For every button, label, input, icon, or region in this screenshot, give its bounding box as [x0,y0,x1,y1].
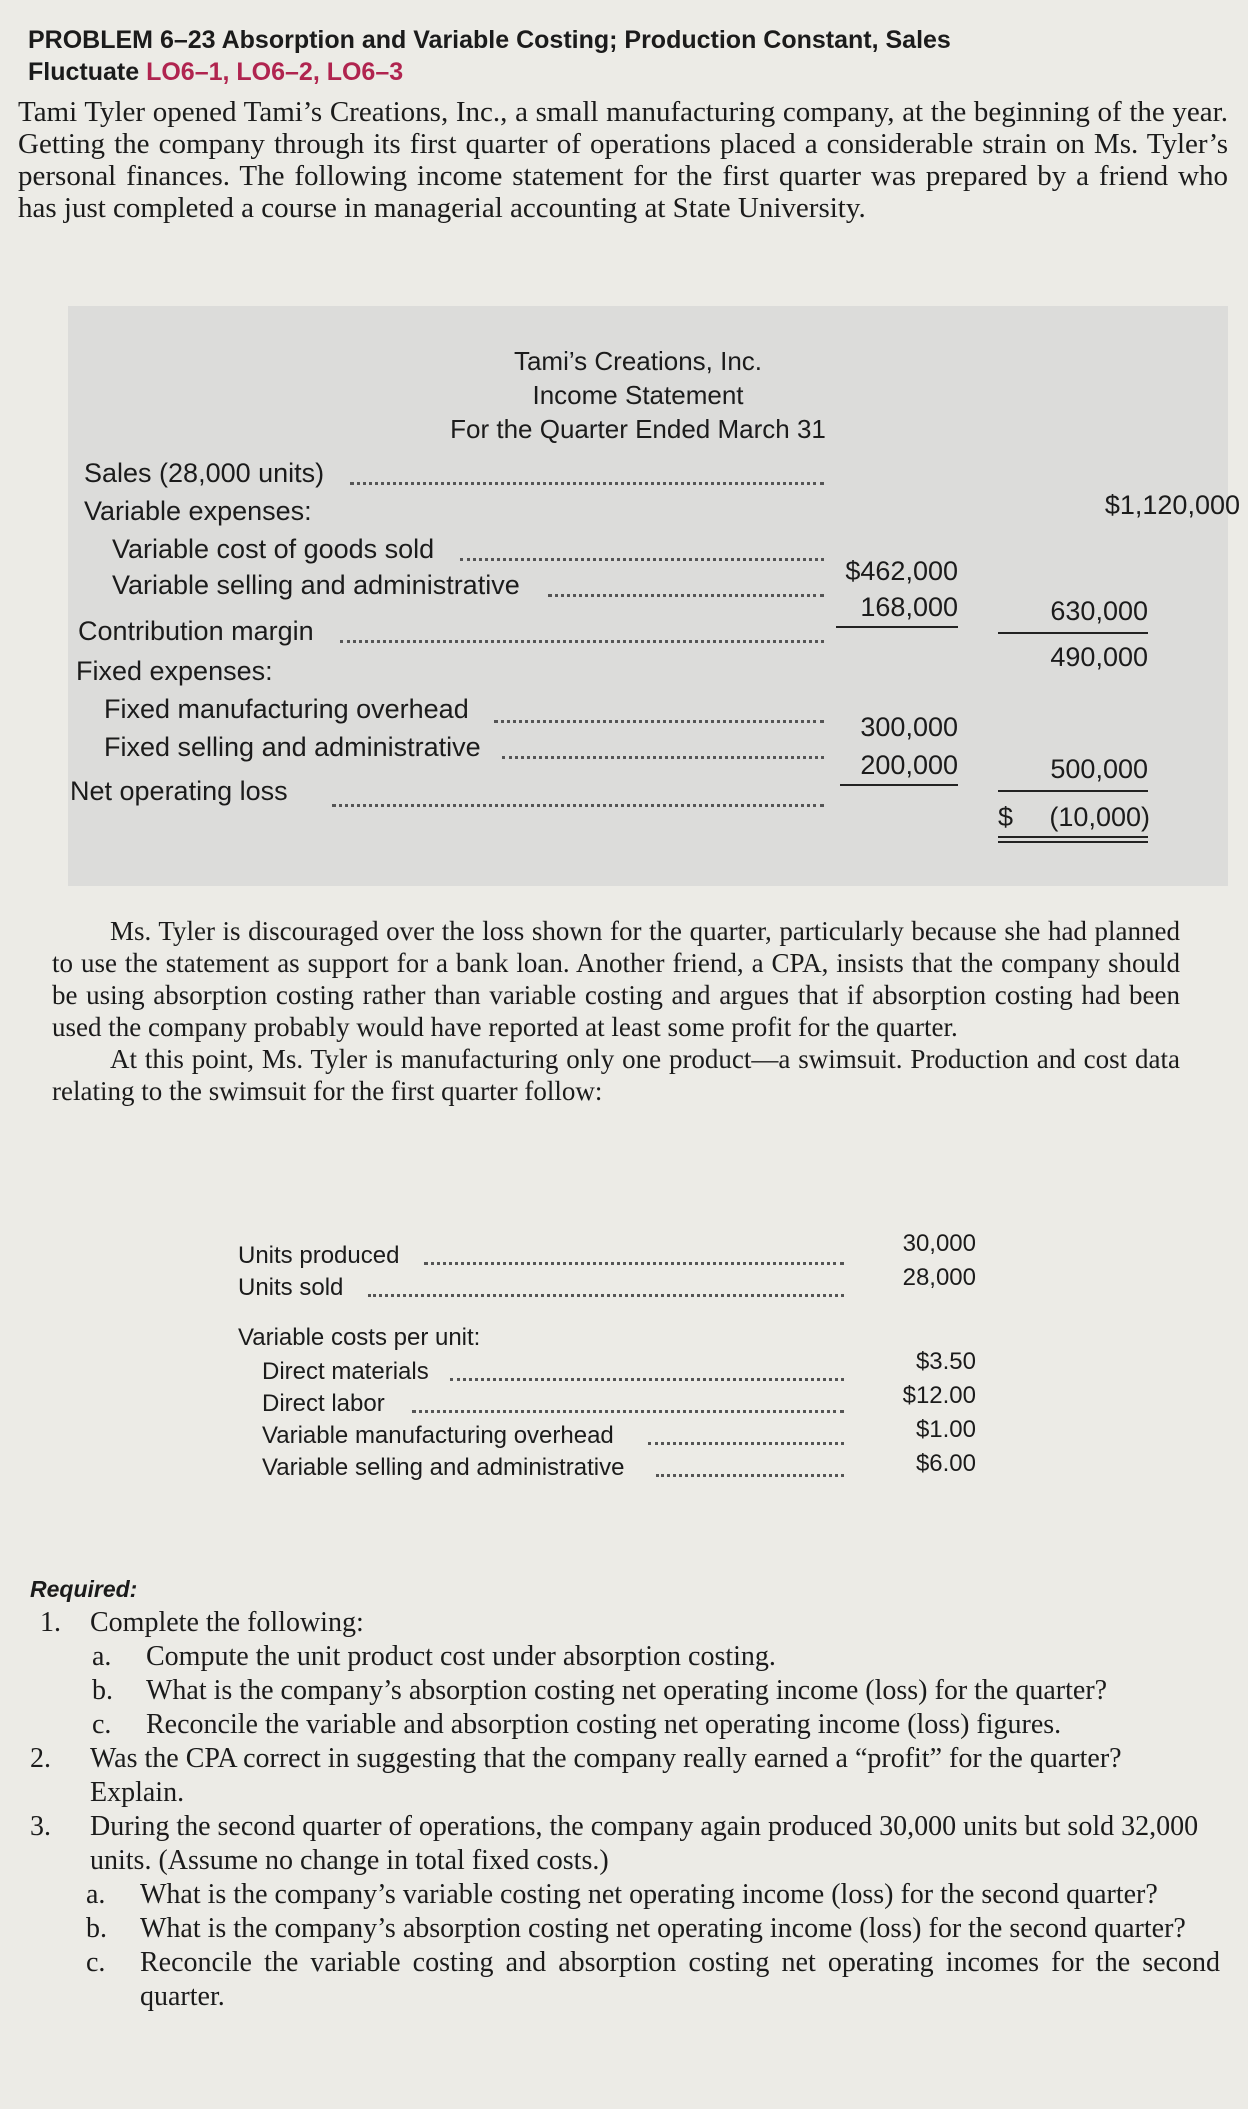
question-letter: c. [86,1947,106,1978]
leader-dots [350,482,824,485]
required-heading: Required: [30,1576,138,1602]
fsa-value: 200,000 [860,750,958,780]
question-1c [30,1708,1220,1742]
narrative [52,915,1180,1107]
subtotal-underline [836,626,958,628]
question-letter: a. [92,1641,112,1672]
variable-costs-label: Variable costs per unit: [238,1324,481,1351]
contribution-margin-label: Contribution margin [78,616,314,646]
problem-number: PROBLEM 6–23 [28,26,216,54]
income-statement [68,306,1240,886]
total-double-underline [998,841,1148,843]
leader-dots [548,594,824,597]
problem-title [28,24,1228,56]
units-produced-value: 30,000 [902,1230,976,1257]
leader-dots [450,1378,844,1381]
question-text: What is the company’s absorption costing net operating income (loss) for the quarter? [146,1675,1108,1706]
narrative-paragraph-1: Ms. Tyler is discouraged over the loss shown for the quarter, particularly because she had planned to use the statement as support for a bank loan. Another friend, a CPA, insists that the company should be using absorption costing rather than variable costing and argues that if absorption costing had been used the company probably would have reported at least some profit for the quarter. [52,916,1180,1042]
leader-dots [502,756,824,759]
production-cost-data [236,1230,996,1490]
contribution-margin-value: 490,000 [1050,642,1148,672]
vcogs-value: $462,000 [845,556,958,586]
direct-materials-value: $3.50 [915,1348,976,1375]
direct-materials-label: Direct materials [262,1358,429,1385]
question-text: Complete the following: [90,1607,364,1638]
fmoh-label: Fixed manufacturing overhead [104,694,469,724]
units-sold-label: Units sold [238,1274,344,1301]
question-letter: b. [86,1913,107,1944]
learning-objectives: LO6–1, LO6–2, LO6–3 [146,58,404,86]
question-3c [30,1946,1220,2014]
net-operating-loss-value: (10,000) [1049,802,1150,832]
vmoh-label: Variable manufacturing overhead [262,1422,614,1449]
fixed-total: 500,000 [1050,754,1148,784]
problem-title-line2 [28,56,1228,88]
question-2 [30,1742,1220,1810]
question-text: During the second quarter of operations, the company again produced 30,000 units but sold 32,000 units. (Assume no change in total fixed costs.) [90,1811,1199,1876]
vsa-value: 168,000 [860,592,958,622]
vsa-per-unit-label: Variable selling and administrative [262,1454,625,1481]
statement-name: Income Statement [532,380,744,410]
question-number: 1. [40,1607,61,1638]
leader-dots [340,640,824,643]
question-1b [30,1674,1220,1708]
question-letter: b. [92,1675,113,1706]
vsa-label: Variable selling and administrative [112,570,520,600]
question-1 [30,1606,1220,1640]
nol-dollar: $ [998,802,1014,832]
subtotal-underline [840,784,958,786]
fmoh-value: 300,000 [860,712,958,742]
fsa-label: Fixed selling and administrative [104,732,481,762]
question-text: Reconcile the variable and absorption costing net operating income (loss) figures. [146,1709,1062,1740]
units-sold-value: 28,000 [902,1264,976,1291]
sales-value: $1,120,000 [1104,490,1240,520]
question-text: What is the company’s absorption costing net operating income (loss) for the second quarter? [140,1913,1186,1944]
question-number: 2. [30,1743,51,1774]
question-1a [30,1640,1220,1674]
problem-title-text: Absorption and Variable Costing; Production Constant, Sales [221,26,951,54]
direct-labor-label: Direct labor [262,1390,385,1417]
statement-period: For the Quarter Ended March 31 [450,414,826,444]
leader-dots [368,1294,844,1297]
subtotal-underline [998,790,1148,792]
question-number: 3. [30,1811,51,1842]
vcogs-label: Variable cost of goods sold [112,534,435,564]
leader-dots [460,558,824,561]
question-letter: a. [86,1879,106,1910]
vmoh-value: $1.00 [915,1416,976,1443]
leader-dots [424,1262,844,1265]
question-letter: c. [92,1709,112,1740]
net-operating-loss-label: Net operating loss [70,776,288,806]
question-3b [30,1912,1220,1946]
sales-label: Sales (28,000 units) [84,458,325,488]
leader-dots [412,1410,844,1413]
required-section [30,1572,1220,2014]
question-text: Reconcile the variable costing and absorption costing net operating incomes for the second quarter. [140,1947,1220,2012]
question-text: Was the CPA correct in suggesting that the company really earned a “profit” for the quarter? Explain. [90,1743,1122,1808]
units-produced-label: Units produced [238,1242,400,1269]
question-text: What is the company’s variable costing net operating income (loss) for the second quarter? [140,1879,1158,1910]
question-text: Compute the unit product cost under absorption costing. [146,1641,776,1672]
leader-dots [332,804,824,807]
intro-paragraph: Tami Tyler opened Tami’s Creations, Inc., a small manufacturing company, at the beginning of the year. Getting the company through its first quarter of operations placed a considerable strain on Ms. Tyler’s personal finances. The following income statement for the first quarter was prepared by a friend who has just completed a course in managerial accounting at State University. [18,96,1228,224]
narrative-paragraph-2: At this point, Ms. Tyler is manufacturing only one product—a swimsuit. Production and cost data relating to the swimsuit for the first quarter follow: [52,1044,1180,1106]
leader-dots [648,1442,844,1445]
vsa-per-unit-value: $6.00 [915,1450,976,1477]
fixed-expenses-label: Fixed expenses: [76,656,273,686]
question-3 [30,1810,1220,1878]
total-double-underline [998,836,1148,838]
problem-title-text-2: Fluctuate [28,58,140,86]
question-3a [30,1878,1220,1912]
statement-company: Tami’s Creations, Inc. [513,346,763,376]
direct-labor-value: $12.00 [902,1382,976,1409]
leader-dots [656,1474,844,1477]
problem-header [28,24,1228,88]
variable-expenses-label: Variable expenses: [84,496,312,526]
subtotal-underline [998,632,1148,634]
leader-dots [494,720,824,723]
variable-total: 630,000 [1050,596,1148,626]
